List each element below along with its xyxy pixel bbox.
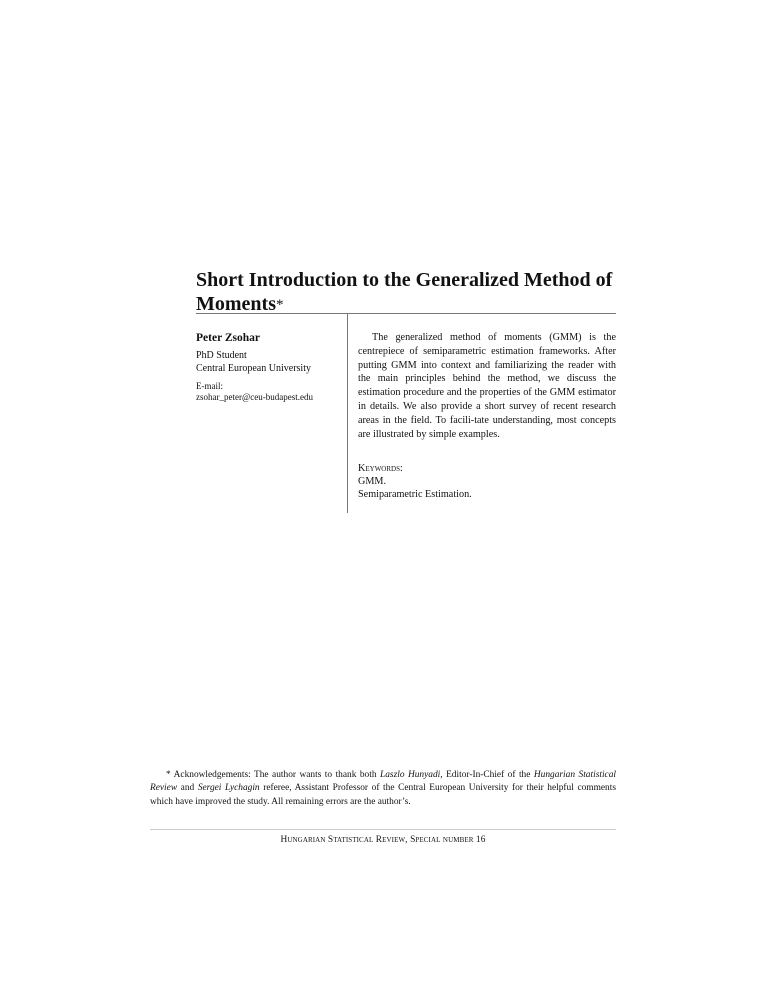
author-block xyxy=(196,331,341,403)
paper-title-text: Short Introduction to the Generalized Method of Moments xyxy=(196,269,613,315)
keyword-item: GMM. xyxy=(358,476,387,487)
title-rule xyxy=(196,313,616,314)
footnote-journal: Hungarian Statistical Review xyxy=(150,770,617,794)
footnote-text-4: referee, Assistant Professor of the Central European University for their helpful comments which have improved the study. All remaining errors are the author’s. xyxy=(150,783,616,807)
author-affiliation: Central European University xyxy=(196,363,311,374)
email-label: E-mail: xyxy=(196,381,223,391)
footer-rule xyxy=(150,829,616,830)
footnote-text-1: Acknowledgements: The author wants to thank both xyxy=(170,770,381,780)
running-footer: Hungarian Statistical Review, Special number 16 xyxy=(280,835,486,845)
keywords-heading: Keywords: xyxy=(358,463,403,474)
abstract: The generalized method of moments (GMM) is the centrepiece of semiparametric estimation frameworks. After putting GMM into context and familiarizing the reader with the main principles behind the method, we discuss the estimation procedure and the properties of the GMM estimator in details. We also provide a short survey of recent research areas in the field. To facili-tate understanding, most concepts are illustrated by simple examples. xyxy=(358,332,616,440)
keyword-item: Semiparametric Estimation. xyxy=(358,489,472,500)
footnote-mark: * xyxy=(166,770,171,780)
keywords-block xyxy=(358,462,616,501)
author-email: zsohar_peter@ceu-budapest.edu xyxy=(196,392,313,402)
footnote-name-2: Sergei Lychagin xyxy=(197,783,260,794)
author-name: Peter Zsohar xyxy=(196,332,260,344)
footnote-text-3: and xyxy=(177,783,198,794)
footnote-text-2: , Editor-In-Chief of the xyxy=(440,770,534,780)
column-divider xyxy=(347,313,348,513)
paper-title xyxy=(196,268,616,317)
title-footnote-mark: * xyxy=(275,297,284,313)
acknowledgements-footnote xyxy=(150,769,616,809)
footnote-name-1: Laszlo Hunyadi xyxy=(380,770,441,780)
author-role: PhD Student xyxy=(196,350,247,361)
